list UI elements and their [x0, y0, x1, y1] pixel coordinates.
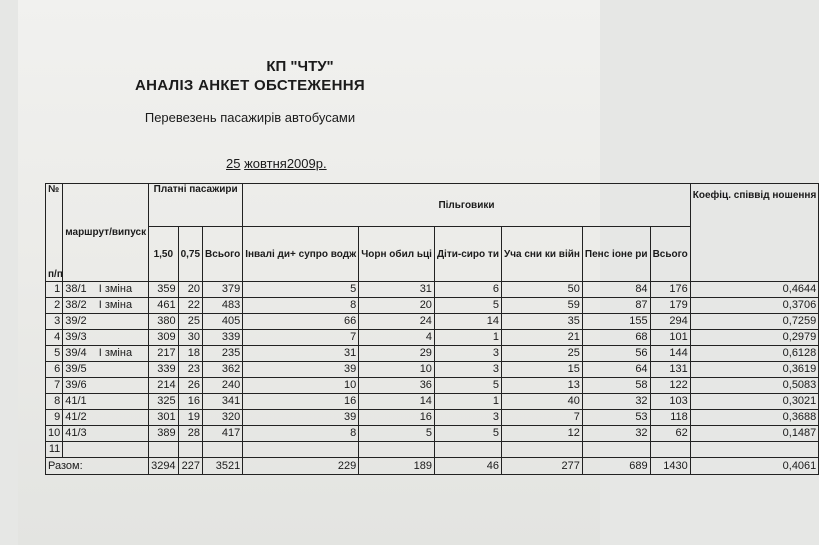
table-cell: 5 [243, 282, 359, 298]
shift-label: І зміна [98, 299, 133, 311]
table-cell: 176 [650, 282, 690, 298]
table-cell: 341 [203, 394, 243, 410]
route-cell [63, 442, 149, 458]
table-cell: 144 [650, 346, 690, 362]
table-cell: 155 [582, 314, 650, 330]
table-cell: 309 [149, 330, 178, 346]
table-cell: 13 [501, 378, 582, 394]
table-cell [690, 442, 819, 458]
table-cell: 0,6128 [690, 346, 819, 362]
row-number: 8 [46, 394, 63, 410]
total-cell: 227 [178, 458, 202, 475]
table-cell: 10 [243, 378, 359, 394]
table-cell: 325 [149, 394, 178, 410]
header-paid-150: 1,50 [149, 227, 178, 282]
table-cell: 29 [359, 346, 435, 362]
table-cell: 3 [434, 346, 501, 362]
route-code: 39/4 [65, 347, 87, 359]
table-cell: 0,3021 [690, 394, 819, 410]
row-number: 1 [46, 282, 63, 298]
total-cell: 3294 [149, 458, 178, 475]
table-cell: 1 [434, 330, 501, 346]
table-cell: 22 [178, 298, 202, 314]
table-cell [149, 442, 178, 458]
row-number: 7 [46, 378, 63, 394]
table-cell: 5 [434, 378, 501, 394]
table-cell: 18 [178, 346, 202, 362]
table-cell: 14 [359, 394, 435, 410]
table-cell: 0,2979 [690, 330, 819, 346]
table-cell: 6 [434, 282, 501, 298]
table-body [46, 282, 819, 458]
table-cell: 14 [434, 314, 501, 330]
row-number: 4 [46, 330, 63, 346]
table-cell: 19 [178, 410, 202, 426]
total-cell: 3521 [203, 458, 243, 475]
table-row [46, 314, 819, 330]
table-cell: 214 [149, 378, 178, 394]
org-title: КП "ЧТУ" [266, 58, 334, 75]
table-cell: 36 [359, 378, 435, 394]
table-cell [501, 442, 582, 458]
table-row [46, 298, 819, 314]
table-cell: 24 [359, 314, 435, 330]
header-privileged-total: Всього [650, 227, 690, 282]
table-row [46, 442, 819, 458]
header-veterans: Уча сни ки війн [501, 227, 582, 282]
table-cell: 39 [243, 410, 359, 426]
table-cell: 87 [582, 298, 650, 314]
table-cell: 8 [243, 426, 359, 442]
table-cell: 25 [178, 314, 202, 330]
table-cell: 23 [178, 362, 202, 378]
date-month: жовтня [244, 156, 287, 171]
table-cell: 5 [434, 298, 501, 314]
table-cell: 64 [582, 362, 650, 378]
table-row [46, 330, 819, 346]
row-number: 10 [46, 426, 63, 442]
shift-label: І зміна [98, 347, 133, 359]
table-cell: 30 [178, 330, 202, 346]
table-cell: 0,5083 [690, 378, 819, 394]
table-cell: 50 [501, 282, 582, 298]
route-code: 39/3 [65, 331, 87, 343]
total-cell: 277 [501, 458, 582, 475]
route-cell [63, 298, 149, 314]
header-coefficient: Коефіц. співвід ношення [690, 184, 819, 282]
table-cell: 66 [243, 314, 359, 330]
route-code: 41/3 [65, 427, 87, 439]
header-number-bottom: п/п [48, 269, 63, 280]
table-cell: 7 [243, 330, 359, 346]
table-cell [203, 442, 243, 458]
table-cell: 84 [582, 282, 650, 298]
route-code: 39/5 [65, 363, 87, 375]
table-cell [582, 442, 650, 458]
table-cell: 0,3706 [690, 298, 819, 314]
table-cell: 0,4644 [690, 282, 819, 298]
table-row [46, 346, 819, 362]
header-number [46, 184, 63, 282]
route-code: 39/2 [65, 315, 87, 327]
table-cell: 294 [650, 314, 690, 330]
table-cell: 4 [359, 330, 435, 346]
table-cell [243, 442, 359, 458]
table-cell: 32 [582, 394, 650, 410]
table-cell: 59 [501, 298, 582, 314]
total-cell: 1430 [650, 458, 690, 475]
total-cell: 229 [243, 458, 359, 475]
table-cell: 0,1487 [690, 426, 819, 442]
table-cell: 122 [650, 378, 690, 394]
table-cell: 103 [650, 394, 690, 410]
date-year: 2009р. [286, 156, 327, 171]
date-day: 25 [226, 156, 241, 171]
table-cell: 5 [359, 426, 435, 442]
row-number: 2 [46, 298, 63, 314]
route-cell [63, 410, 149, 426]
row-number: 3 [46, 314, 63, 330]
table-cell: 240 [203, 378, 243, 394]
header-paid-total: Всього [203, 227, 243, 282]
table-row [46, 378, 819, 394]
total-cell: 46 [434, 458, 501, 475]
table-row [46, 362, 819, 378]
table-row [46, 282, 819, 298]
table-cell: 28 [178, 426, 202, 442]
table-cell: 8 [243, 298, 359, 314]
row-number: 9 [46, 410, 63, 426]
table-cell: 5 [434, 426, 501, 442]
table-cell: 12 [501, 426, 582, 442]
table-row [46, 410, 819, 426]
table-cell: 118 [650, 410, 690, 426]
route-code: 38/1 [65, 283, 87, 295]
table-cell: 483 [203, 298, 243, 314]
table-cell: 26 [178, 378, 202, 394]
table-cell: 0,3688 [690, 410, 819, 426]
table-cell: 0,7259 [690, 314, 819, 330]
total-row [46, 458, 819, 475]
table-cell: 21 [501, 330, 582, 346]
table-cell [178, 442, 202, 458]
table-cell: 389 [149, 426, 178, 442]
route-code: 41/2 [65, 411, 87, 423]
header-paid-075: 0,75 [178, 227, 202, 282]
report-date [226, 156, 327, 171]
table-cell: 359 [149, 282, 178, 298]
table-cell: 58 [582, 378, 650, 394]
table-cell: 31 [359, 282, 435, 298]
route-code: 41/1 [65, 395, 87, 407]
table-cell: 0,3619 [690, 362, 819, 378]
table-cell: 131 [650, 362, 690, 378]
route-cell [63, 426, 149, 442]
table-cell: 339 [203, 330, 243, 346]
table-cell [359, 442, 435, 458]
table-cell: 3 [434, 362, 501, 378]
row-number: 11 [46, 442, 63, 458]
route-cell [63, 314, 149, 330]
report-title: АНАЛІЗ АНКЕТ ОБСТЕЖЕННЯ [135, 77, 365, 94]
table-cell: 62 [650, 426, 690, 442]
table-cell: 20 [178, 282, 202, 298]
header-route: маршрут/випуск [63, 184, 149, 282]
table-cell: 68 [582, 330, 650, 346]
table-cell: 16 [243, 394, 359, 410]
table-cell: 10 [359, 362, 435, 378]
table-cell: 1 [434, 394, 501, 410]
header-privileged: Пільговики [243, 184, 691, 227]
total-cell: 189 [359, 458, 435, 475]
route-cell [63, 378, 149, 394]
route-cell [63, 346, 149, 362]
table-cell: 320 [203, 410, 243, 426]
header-number-top: № [48, 184, 60, 195]
header-pensioners: Пенс іоне ри [582, 227, 650, 282]
shift-label: І зміна [98, 283, 133, 295]
route-cell [63, 394, 149, 410]
table-row [46, 426, 819, 442]
total-cell: 689 [582, 458, 650, 475]
table-cell: 53 [582, 410, 650, 426]
table-cell: 16 [359, 410, 435, 426]
table-cell: 39 [243, 362, 359, 378]
route-cell [63, 330, 149, 346]
table-cell: 339 [149, 362, 178, 378]
table-cell: 380 [149, 314, 178, 330]
table-cell: 179 [650, 298, 690, 314]
header-paid-passengers: Платні пасажири [149, 184, 243, 227]
table-row [46, 394, 819, 410]
table-cell: 405 [203, 314, 243, 330]
total-cell: 0,4061 [690, 458, 819, 475]
table-cell: 362 [203, 362, 243, 378]
table-cell: 301 [149, 410, 178, 426]
row-number: 5 [46, 346, 63, 362]
table-cell: 235 [203, 346, 243, 362]
table-cell: 461 [149, 298, 178, 314]
table-cell: 101 [650, 330, 690, 346]
header-orphans: Діти-сиро ти [434, 227, 501, 282]
table-cell: 25 [501, 346, 582, 362]
route-cell [63, 282, 149, 298]
report-subtitle: Перевезень пасажирів автобусами [144, 110, 356, 125]
table-cell: 32 [582, 426, 650, 442]
route-cell [63, 362, 149, 378]
table-cell: 15 [501, 362, 582, 378]
table-cell: 3 [434, 410, 501, 426]
header-chornobyl: Чорн обил ьці [359, 227, 435, 282]
table-cell: 417 [203, 426, 243, 442]
table-cell: 7 [501, 410, 582, 426]
survey-table [45, 183, 819, 475]
table-cell: 35 [501, 314, 582, 330]
table-cell: 56 [582, 346, 650, 362]
row-number: 6 [46, 362, 63, 378]
table-cell: 20 [359, 298, 435, 314]
header-disabled: Інвалі ди+ супро водж [243, 227, 359, 282]
table-cell: 31 [243, 346, 359, 362]
table-cell: 217 [149, 346, 178, 362]
total-label: Разом: [46, 458, 149, 475]
table-cell: 379 [203, 282, 243, 298]
table-cell: 16 [178, 394, 202, 410]
table-cell [434, 442, 501, 458]
table-cell: 40 [501, 394, 582, 410]
table-cell [650, 442, 690, 458]
route-code: 38/2 [65, 299, 87, 311]
route-code: 39/6 [65, 379, 87, 391]
